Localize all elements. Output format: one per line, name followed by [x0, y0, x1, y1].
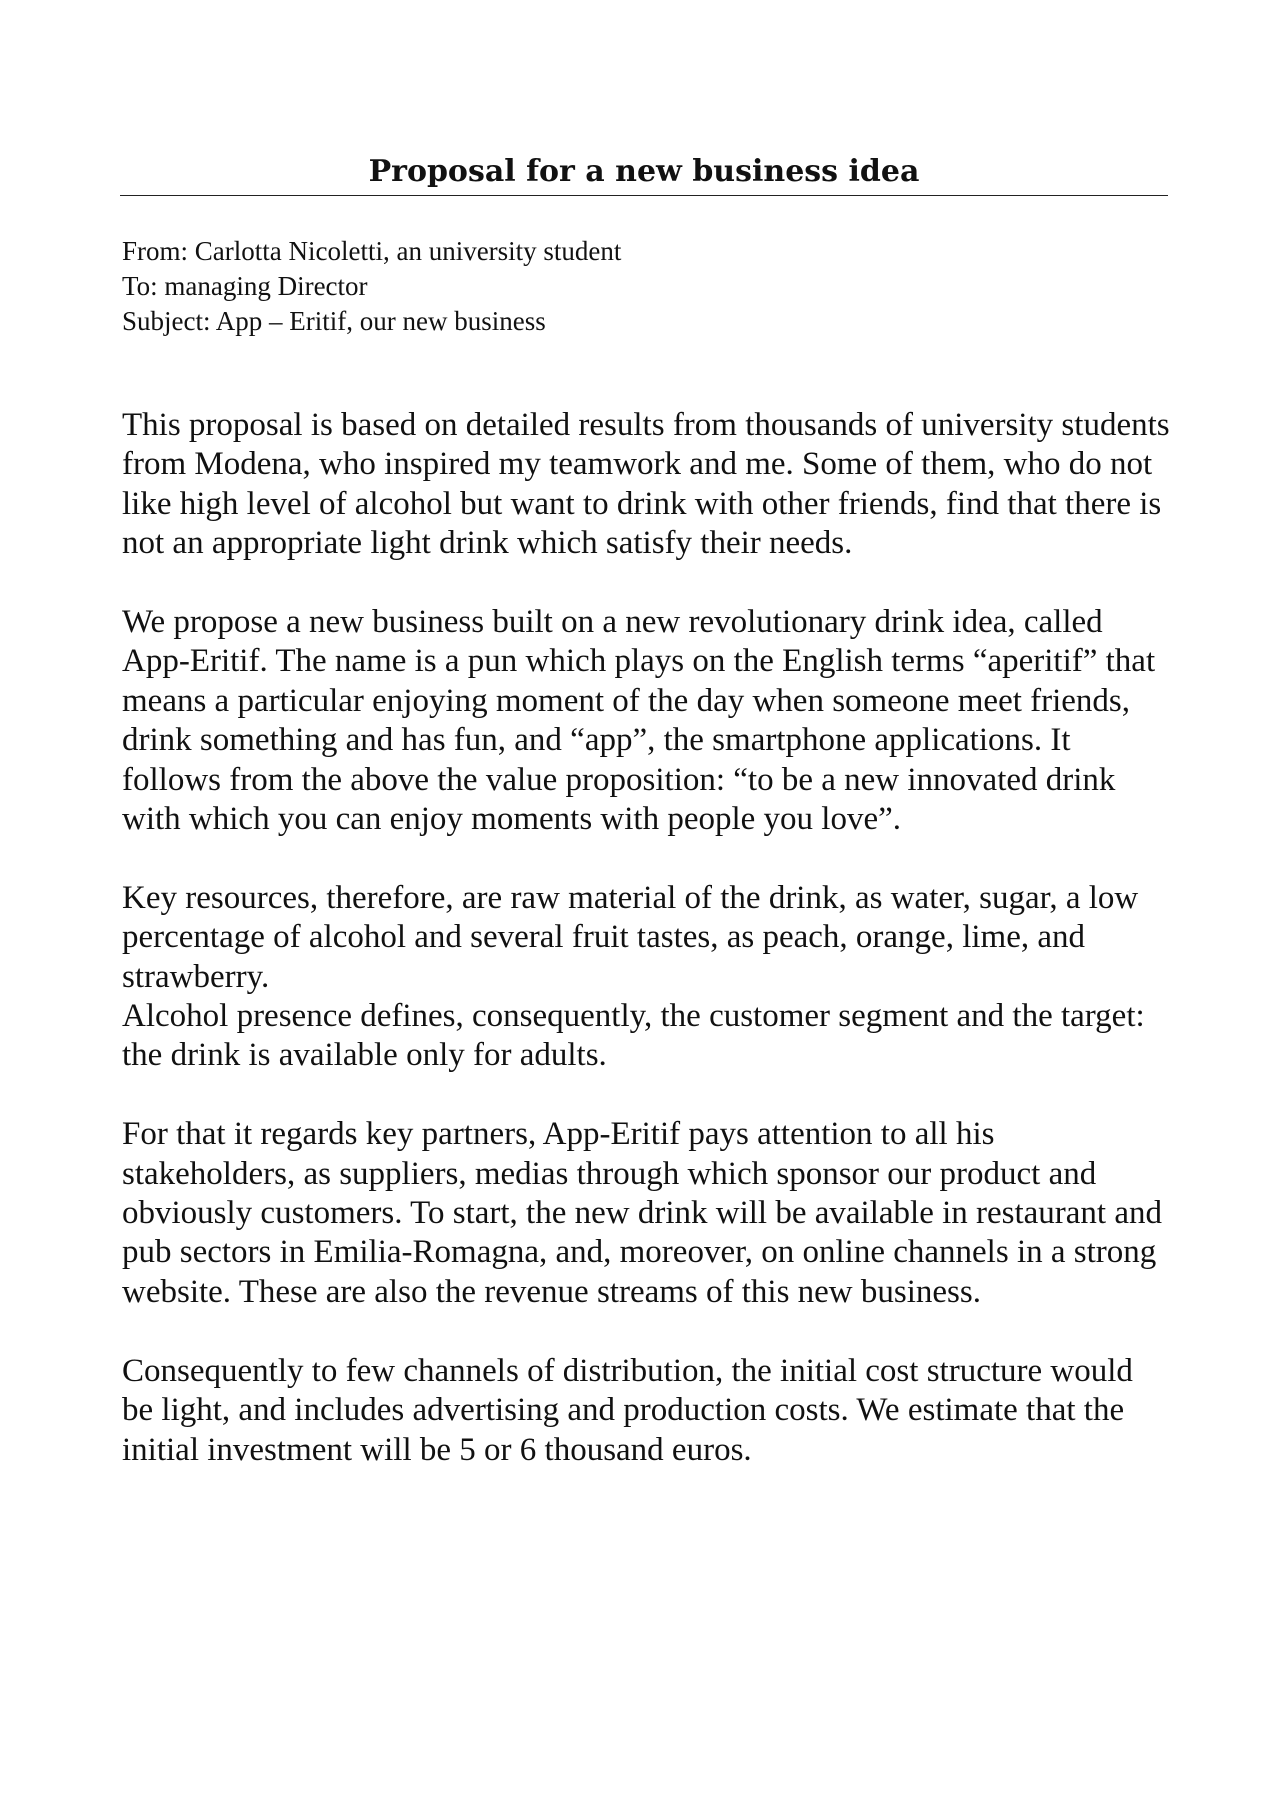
paragraph-key-partners: For that it regards key partners, App-Eritif pays attention to all his stakeholders, as suppliers, medias through which sponsor our product and obviously customers. To start, the new drink will be available in restaurant and pub sectors in Emilia-Romagna, and, moreover, on online channels in a strong website. These are also the revenue streams of this new business. [122, 1116, 1162, 1310]
title-header [120, 152, 1168, 196]
paragraph-customer-segment: Alcohol presence defines, consequently, the customer segment and the target: the drink is available only for adults. [122, 998, 1145, 1074]
memo-header [122, 234, 1162, 339]
page-title: Proposal for a new business idea [368, 154, 920, 189]
memo-subject: Subject: App – Eritif, our new business [122, 306, 546, 336]
memo-to: To: managing Director [122, 271, 368, 301]
paragraph-cost-structure: Consequently to few channels of distribution, the initial cost structure would be light, and includes advertising and production costs. We estimate that the initial investment will be 5 or 6 thousand euros. [122, 1352, 1133, 1468]
paragraph-intro: This proposal is based on detailed results from thousands of university students from Modena, who inspired my teamwork and me. Some of them, who do not like high level of alcohol but want to drink with other friends, find that there is not an appropriate light drink which satisfy their needs. [122, 407, 1170, 562]
paragraph-value-proposition: We propose a new business built on a new revolutionary drink idea, called App-Eritif. The name is a pun which plays on the English terms “aperitif” that means a particular enjoying moment of the day when someone meet friends, drink something and has fun, and “app”, the smartphone applications. It follows from the above the value proposition: “to be a new innovated drink with which you can enjoy moments with people you love”. [122, 604, 1156, 838]
paragraph-key-resources: Key resources, therefore, are raw material of the drink, as water, sugar, a low percentage of alcohol and several fruit tastes, as peach, orange, lime, and strawberry. [122, 879, 1139, 995]
proposal-body [122, 406, 1172, 1509]
memo-from: From: Carlotta Nicoletti, an university student [122, 236, 622, 266]
